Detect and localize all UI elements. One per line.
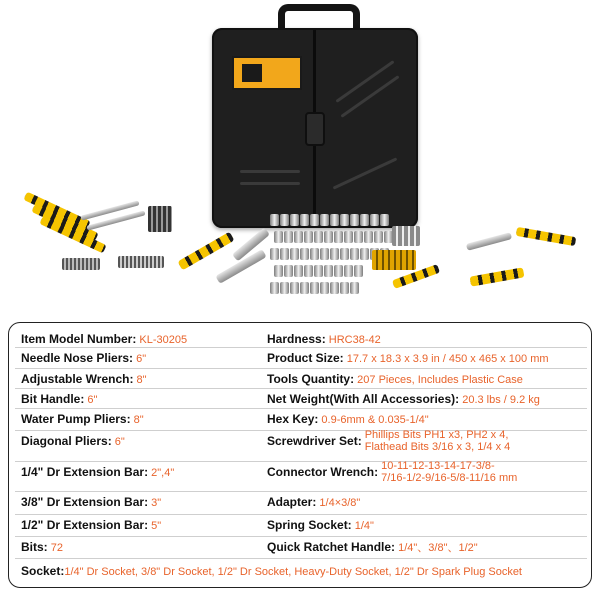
spec-value: 6" xyxy=(87,394,98,406)
socket-icon xyxy=(300,282,309,294)
hex-key-icon xyxy=(62,258,100,270)
spec-label-end: : xyxy=(455,392,460,406)
spec-label: Screwdriver Set: xyxy=(267,434,362,448)
screwdriver-bits-icon xyxy=(372,250,416,270)
spec-label: Bits: xyxy=(21,540,48,554)
bit-holder-icon xyxy=(148,206,172,232)
socket-icon xyxy=(370,214,379,226)
spec-label: Tools Quantity: xyxy=(267,372,355,386)
socket-icon xyxy=(284,231,293,243)
spec-value: 1/4" xyxy=(354,520,374,532)
socket-icon xyxy=(284,265,293,277)
spec-value: 0.9-6mm & 0.035-1/4" xyxy=(321,414,429,426)
row-divider xyxy=(15,536,587,537)
socket-icon xyxy=(334,231,343,243)
row-divider xyxy=(15,514,587,515)
spec-label: Diagonal Pliers: xyxy=(21,434,112,448)
spec-cell xyxy=(267,333,381,346)
socket-icon xyxy=(334,265,343,277)
case-warning-label xyxy=(232,56,302,90)
socket-icon xyxy=(290,282,299,294)
socket-icon xyxy=(324,231,333,243)
socket-icon xyxy=(300,248,309,260)
socket-icon xyxy=(280,282,289,294)
socket-icon xyxy=(320,214,329,226)
spec-cell xyxy=(21,373,147,386)
spec-cell xyxy=(267,460,517,484)
spec-label: Adjustable Wrench: xyxy=(21,372,134,386)
spec-cell xyxy=(21,496,161,509)
socket-icon xyxy=(274,231,283,243)
spec-label: Spring Socket: xyxy=(267,518,352,532)
socket-icon xyxy=(330,214,339,226)
spec-value: 1/4"、3/8"、1/2" xyxy=(398,542,478,554)
socket-icon xyxy=(304,265,313,277)
socket-icon xyxy=(330,282,339,294)
spec-label: Needle Nose Pliers: xyxy=(21,351,134,365)
spec-label: Water Pump Pliers: xyxy=(21,412,131,426)
socket-icon xyxy=(280,214,289,226)
adjustable-wrench-icon xyxy=(466,232,512,251)
socket-icon xyxy=(314,231,323,243)
row-divider xyxy=(15,408,587,409)
spec-cell xyxy=(21,519,161,532)
needle-nose-pliers-icon xyxy=(516,227,577,246)
socket-icon xyxy=(280,248,289,260)
spec-value: 207 Pieces, Includes Plastic Case xyxy=(357,374,523,386)
spec-value xyxy=(365,429,511,453)
spec-value: KL-30205 xyxy=(139,334,188,346)
socket-icon xyxy=(310,282,319,294)
socket-icon xyxy=(324,265,333,277)
spec-cell xyxy=(267,413,429,426)
socket-icon xyxy=(340,282,349,294)
spec-value: 8" xyxy=(133,414,144,426)
spec-label: Adapter: xyxy=(267,495,317,509)
row-divider xyxy=(15,347,587,348)
socket-icon xyxy=(290,248,299,260)
socket-icon xyxy=(270,282,279,294)
socket-icon xyxy=(350,248,359,260)
socket-icon xyxy=(374,231,383,243)
spec-label: 1/2" Dr Extension Bar: xyxy=(21,518,149,532)
spec-label: Item Model Number: xyxy=(21,332,137,346)
row-divider xyxy=(15,388,587,389)
socket-icon xyxy=(320,282,329,294)
spec-label: Bit Handle: xyxy=(21,392,85,406)
spec-value: 5" xyxy=(151,520,162,532)
spec-cell xyxy=(267,519,374,532)
socket-icon xyxy=(314,265,323,277)
spec-value-line: 7/16-1/2-9/16-5/8-11/16 mm xyxy=(381,472,518,484)
spec-label: Product Size: xyxy=(267,351,344,365)
spec-cell xyxy=(21,541,63,554)
spec-cell xyxy=(21,435,125,448)
socket-icon xyxy=(294,231,303,243)
case-groove xyxy=(240,170,300,173)
spec-label: Socket: xyxy=(21,564,65,578)
spec-label: Quick Ratchet Handle: xyxy=(267,540,396,554)
spec-cell xyxy=(267,393,540,406)
socket-icon xyxy=(360,248,369,260)
spec-value: 6" xyxy=(114,436,125,448)
spec-label: Hex Key: xyxy=(267,412,319,426)
socket-icon xyxy=(320,248,329,260)
spec-value: 20.3 lbs / 9.2 kg xyxy=(462,394,540,406)
diagonal-pliers-icon xyxy=(470,267,525,286)
spec-label: 3/8" Dr Extension Bar: xyxy=(21,495,149,509)
case-latch xyxy=(305,112,325,146)
spec-table xyxy=(8,322,592,588)
socket-icon xyxy=(310,214,319,226)
socket-icon xyxy=(344,265,353,277)
spec-value: 1/4" Dr Socket, 3/8" Dr Socket, 1/2" Dr Socket, Heavy-Duty Socket, 1/2" Dr Spark Plug Socket xyxy=(64,566,522,578)
socket-icon xyxy=(294,265,303,277)
hex-key-icon xyxy=(118,256,164,268)
socket-icon xyxy=(304,231,313,243)
socket-icon xyxy=(290,214,299,226)
spec-cell-socket xyxy=(21,565,522,578)
adapter-icon xyxy=(392,226,420,246)
spec-value: 17.7 x 18.3 x 3.9 in / 450 x 465 x 100 mm xyxy=(346,353,549,365)
socket-icon xyxy=(354,265,363,277)
spec-value: 3" xyxy=(151,497,162,509)
spec-cell xyxy=(21,413,144,426)
socket-icon xyxy=(354,231,363,243)
socket-icon xyxy=(300,214,309,226)
spec-value: 6" xyxy=(136,353,147,365)
socket-icon xyxy=(270,248,279,260)
spec-cell xyxy=(267,352,549,365)
spec-label: Connector Wrench: xyxy=(267,465,379,479)
row-divider xyxy=(15,558,587,559)
spec-cell xyxy=(267,373,523,386)
spec-value: 1/4×3/8" xyxy=(319,497,361,509)
row-divider xyxy=(15,368,587,369)
socket-icon xyxy=(340,214,349,226)
socket-icon xyxy=(344,231,353,243)
spec-label-sub: (With All Accessories) xyxy=(329,392,456,406)
ratchet-icon xyxy=(178,232,235,271)
spec-label: 1/4" Dr Extension Bar: xyxy=(21,465,149,479)
case-groove xyxy=(240,182,300,185)
spec-value: 2",4" xyxy=(151,467,175,479)
socket-icon xyxy=(270,214,279,226)
socket-icon xyxy=(340,248,349,260)
spec-value xyxy=(381,460,517,484)
spec-cell xyxy=(267,541,478,554)
spec-value-line: Phillips Bits PH1 x3, PH2 x 4, xyxy=(364,429,509,441)
spec-cell xyxy=(21,333,187,346)
socket-icon xyxy=(350,282,359,294)
row-divider xyxy=(15,491,587,492)
spec-cell xyxy=(21,352,146,365)
spec-label: Net Weight xyxy=(267,392,330,406)
socket-icon xyxy=(360,214,369,226)
spec-cell xyxy=(21,393,97,406)
socket-icon xyxy=(274,265,283,277)
socket-icon xyxy=(380,214,389,226)
spec-cell xyxy=(267,496,360,509)
socket-icon xyxy=(330,248,339,260)
spec-value: HRC38-42 xyxy=(328,334,381,346)
spec-value: 72 xyxy=(50,542,63,554)
spec-cell xyxy=(267,429,510,453)
spec-cell xyxy=(21,466,174,479)
spec-label: Hardness: xyxy=(267,332,326,346)
socket-icon xyxy=(350,214,359,226)
spec-value: 8" xyxy=(136,374,147,386)
socket-icon xyxy=(310,248,319,260)
spec-value-line: Flathead Bits 3/16 x 3, 1/4 x 4 xyxy=(364,441,511,453)
socket-icon xyxy=(364,231,373,243)
spec-value-line: 10-11-12-13-14-17-3/8- xyxy=(381,460,495,472)
